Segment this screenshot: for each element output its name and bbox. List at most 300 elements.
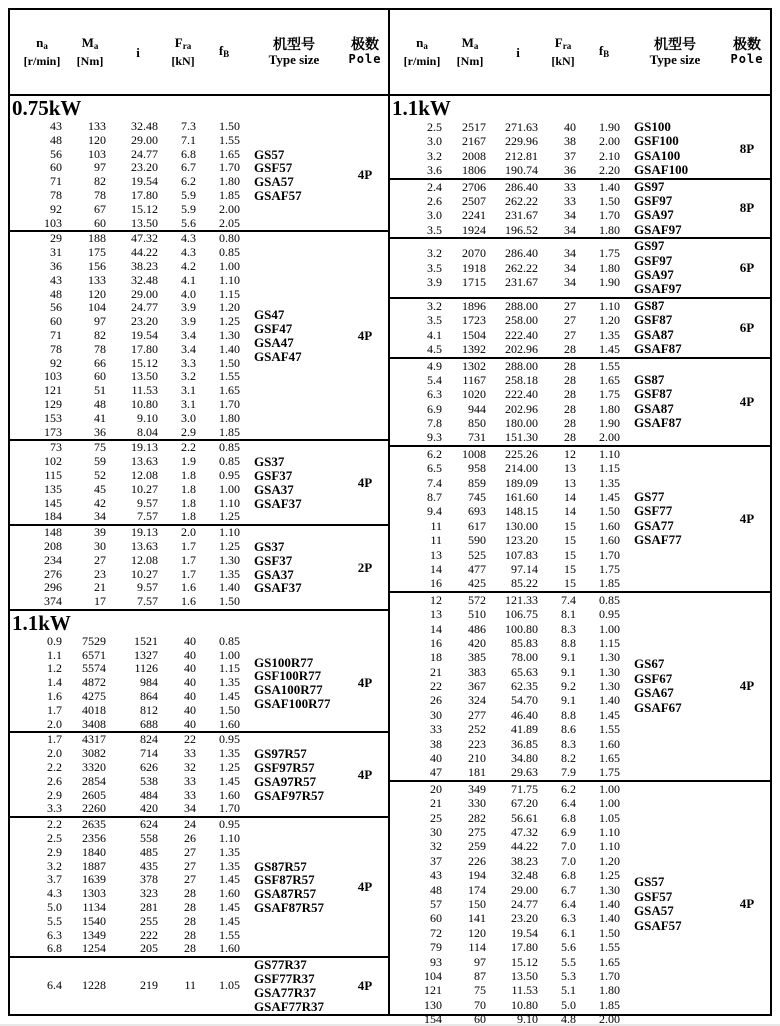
fra-value: 33 xyxy=(184,746,196,761)
fra-value: 36 xyxy=(564,163,576,178)
ma-value: 141 xyxy=(468,911,486,926)
ma-value: 70 xyxy=(474,997,486,1012)
i-value: 10.27 xyxy=(131,481,158,496)
table-row xyxy=(10,370,240,384)
i-value: 17.80 xyxy=(511,940,538,955)
na-value: 6.4 xyxy=(47,977,62,992)
na-value: 3.2 xyxy=(427,246,442,261)
type-size-name: GS87 xyxy=(634,371,665,387)
fra-value: 24 xyxy=(184,817,196,832)
fb-value: 1.65 xyxy=(219,146,240,161)
spec-block xyxy=(390,237,770,297)
ma-value: 6571 xyxy=(82,647,106,662)
pole-value: 8P xyxy=(739,200,755,216)
fra-value: 34 xyxy=(564,222,576,237)
ma-value: 21 xyxy=(94,580,106,595)
type-size-name: GS87 xyxy=(634,297,665,313)
table-row xyxy=(390,665,620,679)
i-value: 8.04 xyxy=(137,424,158,439)
table-row xyxy=(10,357,240,371)
section-title: 0.75kW xyxy=(12,96,82,120)
i-value: 258.00 xyxy=(505,313,538,328)
na-value: 5.4 xyxy=(427,372,442,387)
fra-value: 8.8 xyxy=(561,707,576,722)
fb-value: 1.20 xyxy=(599,853,620,868)
fra-value: 13 xyxy=(564,475,576,490)
fra-value: 27 xyxy=(564,313,576,328)
na-value: 5.0 xyxy=(47,900,62,915)
type-size-name: GSA100R77 xyxy=(254,682,323,698)
fra-value: 8.8 xyxy=(561,635,576,650)
table-row xyxy=(390,246,620,260)
fra-value: 28 xyxy=(564,358,576,373)
ma-value: 1540 xyxy=(82,913,106,928)
table-row xyxy=(390,519,620,533)
i-value: 13.50 xyxy=(131,369,158,384)
fra-value: 8.2 xyxy=(561,751,576,766)
na-value: 2.2 xyxy=(47,817,62,832)
table-row xyxy=(10,733,240,747)
table-row xyxy=(390,811,620,825)
fra-value: 5.6 xyxy=(181,215,196,230)
na-value: 3.3 xyxy=(47,801,62,816)
i-value: 214.00 xyxy=(505,461,538,476)
type-size-name: GS77 xyxy=(634,488,665,504)
ma-value: 277 xyxy=(468,707,486,722)
spec-block xyxy=(10,120,388,230)
numeric-rows xyxy=(10,441,240,524)
fra-value: 1.7 xyxy=(181,538,196,553)
i-value: 23.20 xyxy=(131,160,158,175)
table-row xyxy=(390,359,620,373)
col-header-fra: $F_{ra}$ [kN] xyxy=(551,35,575,68)
table-row xyxy=(390,679,620,693)
na-value: 3.5 xyxy=(427,222,442,237)
table-row xyxy=(10,232,240,246)
na-value: 103 xyxy=(44,215,62,230)
col-header-fb: $f_B$ xyxy=(598,42,610,59)
ma-value: 42 xyxy=(94,495,106,510)
spec-block xyxy=(390,357,770,445)
col-header-fra: $F_{ra}$ [kN] xyxy=(171,35,195,68)
na-value: 2.5 xyxy=(47,831,62,846)
table-row xyxy=(390,983,620,997)
table-left-body xyxy=(10,96,388,1014)
i-value: 255 xyxy=(140,913,158,928)
na-value: 3.0 xyxy=(427,134,442,149)
ma-value: 1504 xyxy=(462,327,486,342)
fb-value: 1.70 xyxy=(219,396,240,411)
table-row xyxy=(390,134,620,148)
fra-value: 40 xyxy=(184,702,196,717)
na-value: 60 xyxy=(50,160,62,175)
pole-value: 6P xyxy=(739,319,755,335)
fb-value: 1.70 xyxy=(599,968,620,983)
fra-value: 5.9 xyxy=(181,187,196,202)
na-value: 148 xyxy=(44,525,62,540)
table-row xyxy=(390,476,620,490)
fb-value: 1.75 xyxy=(599,765,620,780)
i-value: 100.80 xyxy=(505,621,538,636)
type-size-name: GS67 xyxy=(634,656,665,672)
table-row xyxy=(10,915,240,929)
fb-value: 0.85 xyxy=(219,245,240,260)
i-value: 36.85 xyxy=(511,736,538,751)
i-value: 271.63 xyxy=(505,120,538,135)
type-size-list xyxy=(620,180,724,238)
type-size-list xyxy=(240,747,342,802)
ma-value: 210 xyxy=(468,751,486,766)
spec-block xyxy=(10,816,388,956)
fb-value: 1.40 xyxy=(599,896,620,911)
fb-value: 1.10 xyxy=(599,839,620,854)
table-row xyxy=(390,796,620,810)
fra-value: 15 xyxy=(564,576,576,591)
fb-value: 1.65 xyxy=(599,751,620,766)
ma-value: 1840 xyxy=(82,844,106,859)
i-value: 29.63 xyxy=(511,765,538,780)
na-value: 14 xyxy=(430,621,442,636)
fra-value: 7.0 xyxy=(561,839,576,854)
ma-value: 82 xyxy=(94,174,106,189)
fra-value: 34 xyxy=(564,260,576,275)
table-row xyxy=(390,387,620,401)
ma-value: 60 xyxy=(94,215,106,230)
na-value: 18 xyxy=(430,650,442,665)
fb-value: 1.10 xyxy=(219,272,240,287)
fra-value: 28 xyxy=(184,900,196,915)
type-size-name: GSAF100 xyxy=(634,162,689,178)
fb-value: 1.85 xyxy=(219,187,240,202)
fb-value: 1.05 xyxy=(219,977,240,992)
table-row xyxy=(10,217,240,231)
fra-value: 5.9 xyxy=(181,201,196,216)
i-value: 222.40 xyxy=(505,327,538,342)
fb-value: 1.10 xyxy=(599,446,620,461)
i-value: 85.22 xyxy=(511,576,538,591)
table-row xyxy=(10,662,240,676)
type-size-name: GSF47 xyxy=(254,321,293,337)
fra-value: 14 xyxy=(564,490,576,505)
fb-value: 1.10 xyxy=(599,825,620,839)
fra-value: 6.8 xyxy=(561,810,576,825)
fb-value: 2.05 xyxy=(219,215,240,230)
ma-value: 4317 xyxy=(82,732,106,747)
na-value: 92 xyxy=(50,201,62,216)
type-size-name: GSF100R77 xyxy=(254,668,322,684)
fra-value: 3.9 xyxy=(181,314,196,329)
i-value: 688 xyxy=(140,716,158,731)
table-row xyxy=(390,693,620,707)
table-row xyxy=(10,175,240,189)
i-value: 180.00 xyxy=(505,416,538,431)
na-value: 121 xyxy=(424,983,442,998)
ma-value: 150 xyxy=(468,896,486,911)
fb-value: 1.00 xyxy=(599,781,620,796)
type-size-name: GSA97 xyxy=(634,267,674,283)
table-row xyxy=(10,554,240,568)
fra-value: 5.1 xyxy=(561,983,576,998)
fb-value: 1.35 xyxy=(219,675,240,690)
i-value: 231.67 xyxy=(505,208,538,223)
numeric-rows xyxy=(390,593,620,780)
type-size-name: GSA67 xyxy=(634,685,674,701)
i-value: 222 xyxy=(140,927,158,942)
ma-value: 617 xyxy=(468,518,486,533)
na-value: 130 xyxy=(424,997,442,1012)
fb-value: 1.15 xyxy=(219,286,240,301)
fra-value: 3.9 xyxy=(181,300,196,315)
i-value: 41.89 xyxy=(511,722,538,737)
ma-value: 510 xyxy=(468,607,486,622)
fra-value: 37 xyxy=(564,148,576,163)
ma-value: 477 xyxy=(468,561,486,576)
na-value: 2.0 xyxy=(47,716,62,731)
numeric-rows xyxy=(10,979,240,993)
type-size-name: GSF97R57 xyxy=(254,760,315,776)
i-value: 281 xyxy=(140,900,158,915)
table-row xyxy=(10,301,240,315)
i-value: 17.80 xyxy=(131,187,158,202)
ma-value: 4275 xyxy=(82,689,106,704)
i-value: 23.20 xyxy=(131,314,158,329)
table-row xyxy=(390,342,620,356)
fb-value: 1.15 xyxy=(599,461,620,476)
i-value: 12.08 xyxy=(131,552,158,567)
table-row xyxy=(10,288,240,302)
i-value: 38.23 xyxy=(511,853,538,868)
fra-value: 3.1 xyxy=(181,396,196,411)
i-value: 121.33 xyxy=(505,592,538,607)
table-row xyxy=(10,929,240,943)
i-value: 288.00 xyxy=(505,358,538,373)
fra-value: 7.0 xyxy=(561,853,576,868)
na-value: 78 xyxy=(50,341,62,356)
i-value: 107.83 xyxy=(505,547,538,562)
i-value: 212.81 xyxy=(505,148,538,163)
na-value: 56 xyxy=(50,300,62,315)
type-size-name: GSF87R57 xyxy=(254,872,315,888)
i-value: 7.57 xyxy=(137,594,158,609)
table-row xyxy=(390,911,620,925)
na-value: 31 xyxy=(50,245,62,260)
pole-value: 4P xyxy=(357,675,373,691)
i-value: 34.80 xyxy=(511,751,538,766)
i-value: 984 xyxy=(140,675,158,690)
i-value: 262.22 xyxy=(505,194,538,209)
table-row xyxy=(390,722,620,736)
na-value: 8.7 xyxy=(427,490,442,505)
type-size-name: GSAF77R37 xyxy=(254,998,325,1014)
na-value: 3.5 xyxy=(427,260,442,275)
table-row xyxy=(390,447,620,461)
table-row xyxy=(390,194,620,208)
na-value: 3.0 xyxy=(427,208,442,223)
na-value: 374 xyxy=(44,594,62,609)
spec-block xyxy=(390,780,770,1026)
ma-value: 82 xyxy=(94,327,106,342)
table-row xyxy=(390,548,620,562)
fb-value: 1.50 xyxy=(219,119,240,133)
fra-value: 8.6 xyxy=(561,722,576,737)
numeric-rows xyxy=(390,180,620,238)
fb-value: 1.70 xyxy=(599,547,620,562)
fb-value: 2.00 xyxy=(599,430,620,445)
pole-value: 4P xyxy=(357,474,373,490)
fb-value: 1.35 xyxy=(599,475,620,490)
type-size-name: GS57 xyxy=(254,146,285,162)
pole-value: 4P xyxy=(357,766,373,782)
table-row xyxy=(10,581,240,595)
na-value: 33 xyxy=(430,722,442,737)
i-value: 1327 xyxy=(134,647,158,662)
i-value: 202.96 xyxy=(505,401,538,416)
fb-value: 1.80 xyxy=(599,222,620,237)
ma-value: 1924 xyxy=(462,222,486,237)
type-size-name: GSA97R57 xyxy=(254,773,317,789)
ma-value: 226 xyxy=(468,853,486,868)
na-value: 13 xyxy=(430,547,442,562)
na-value: 2.2 xyxy=(47,760,62,775)
fra-value: 9.1 xyxy=(561,693,576,708)
i-value: 15.12 xyxy=(131,355,158,370)
ma-value: 104 xyxy=(88,300,106,315)
i-value: 62.35 xyxy=(511,679,538,694)
type-size-name: GSF97 xyxy=(634,252,673,268)
pole-value: 4P xyxy=(739,678,755,694)
na-value: 43 xyxy=(430,868,442,883)
ma-value: 4872 xyxy=(82,675,106,690)
ma-value: 1715 xyxy=(462,275,486,290)
ma-value: 259 xyxy=(468,839,486,854)
ma-value: 859 xyxy=(468,475,486,490)
ma-value: 367 xyxy=(468,679,486,694)
na-value: 1.6 xyxy=(47,689,62,704)
ma-value: 1349 xyxy=(82,927,106,942)
fb-value: 1.75 xyxy=(599,561,620,576)
fra-value: 7.4 xyxy=(561,592,576,607)
table-row xyxy=(390,751,620,765)
na-value: 21 xyxy=(430,796,442,811)
na-value: 60 xyxy=(430,911,442,926)
ma-value: 7529 xyxy=(82,633,106,648)
fra-value: 40 xyxy=(184,633,196,648)
table-row xyxy=(390,373,620,387)
i-value: 123.20 xyxy=(505,533,538,548)
i-value: 47.32 xyxy=(511,825,538,839)
i-value: 222.40 xyxy=(505,387,538,402)
ma-value: 2260 xyxy=(82,801,106,816)
fra-value: 15 xyxy=(564,547,576,562)
numeric-rows xyxy=(10,635,240,732)
fra-value: 4.2 xyxy=(181,258,196,273)
type-size-name: GS97 xyxy=(634,178,665,194)
ma-value: 67 xyxy=(94,201,106,216)
i-value: 323 xyxy=(140,886,158,901)
fb-value: 1.30 xyxy=(599,650,620,665)
table-row xyxy=(10,649,240,663)
numeric-rows xyxy=(390,299,620,357)
fra-value: 1.9 xyxy=(181,454,196,469)
i-value: 864 xyxy=(140,689,158,704)
fb-value: 1.30 xyxy=(599,882,620,897)
fb-value: 1.40 xyxy=(599,179,620,194)
i-value: 205 xyxy=(140,941,158,956)
fra-value: 2.0 xyxy=(181,525,196,540)
i-value: 32.48 xyxy=(131,119,158,133)
fra-value: 9.2 xyxy=(561,679,576,694)
type-size-name: GSAF77 xyxy=(634,532,682,548)
na-value: 22 xyxy=(430,679,442,694)
table-row xyxy=(10,384,240,398)
na-value: 73 xyxy=(50,440,62,455)
na-value: 43 xyxy=(50,119,62,133)
spec-block xyxy=(10,439,388,524)
table-row xyxy=(390,839,620,853)
na-value: 72 xyxy=(430,925,442,940)
section-title: 1.1kW xyxy=(10,609,388,635)
spec-block xyxy=(10,731,388,816)
type-size-list xyxy=(240,455,342,510)
ma-value: 188 xyxy=(88,231,106,246)
na-value: 234 xyxy=(44,552,62,567)
type-size-name: GSA87R57 xyxy=(254,886,317,902)
fb-value: 1.30 xyxy=(219,327,240,342)
col-header-na: $n_a$ [r/min] xyxy=(23,35,61,68)
i-value: 13.50 xyxy=(511,968,538,983)
i-value: 626 xyxy=(140,760,158,775)
table-row xyxy=(10,747,240,761)
type-size-name: GS37 xyxy=(254,454,285,470)
ma-value: 120 xyxy=(88,132,106,147)
na-value: 11 xyxy=(430,533,442,548)
fra-value: 28 xyxy=(564,342,576,357)
fra-value: 15 xyxy=(564,533,576,548)
ma-value: 78 xyxy=(94,187,106,202)
type-size-list xyxy=(620,490,724,548)
fb-value: 1.70 xyxy=(599,208,620,223)
table-row xyxy=(10,846,240,860)
type-size-name: GSAF100R77 xyxy=(254,695,331,711)
table-row xyxy=(10,497,240,511)
fb-value: 1.25 xyxy=(219,509,240,524)
fb-value: 1.55 xyxy=(219,369,240,384)
fb-value: 1.45 xyxy=(219,900,240,915)
table-row xyxy=(390,636,620,650)
fb-value: 1.60 xyxy=(599,518,620,533)
fb-value: 1.35 xyxy=(219,858,240,873)
i-value: 196.52 xyxy=(505,222,538,237)
fra-value: 40 xyxy=(184,661,196,676)
type-size-name: GS100 xyxy=(634,119,671,134)
i-value: 32.48 xyxy=(131,272,158,287)
na-value: 57 xyxy=(430,896,442,911)
fb-value: 1.85 xyxy=(599,576,620,591)
na-value: 7.4 xyxy=(427,475,442,490)
ma-value: 1302 xyxy=(462,358,486,373)
table-row xyxy=(10,398,240,412)
table-row xyxy=(10,134,240,148)
table-row xyxy=(10,426,240,440)
i-value: 258.18 xyxy=(505,372,538,387)
spec-block xyxy=(10,230,388,439)
fra-value: 1.8 xyxy=(181,495,196,510)
col-header-type-size: 机型号 Type size xyxy=(649,36,701,67)
table-row xyxy=(10,412,240,426)
ma-value: 23 xyxy=(94,566,106,581)
type-size-list xyxy=(620,657,724,715)
table-row xyxy=(390,593,620,607)
